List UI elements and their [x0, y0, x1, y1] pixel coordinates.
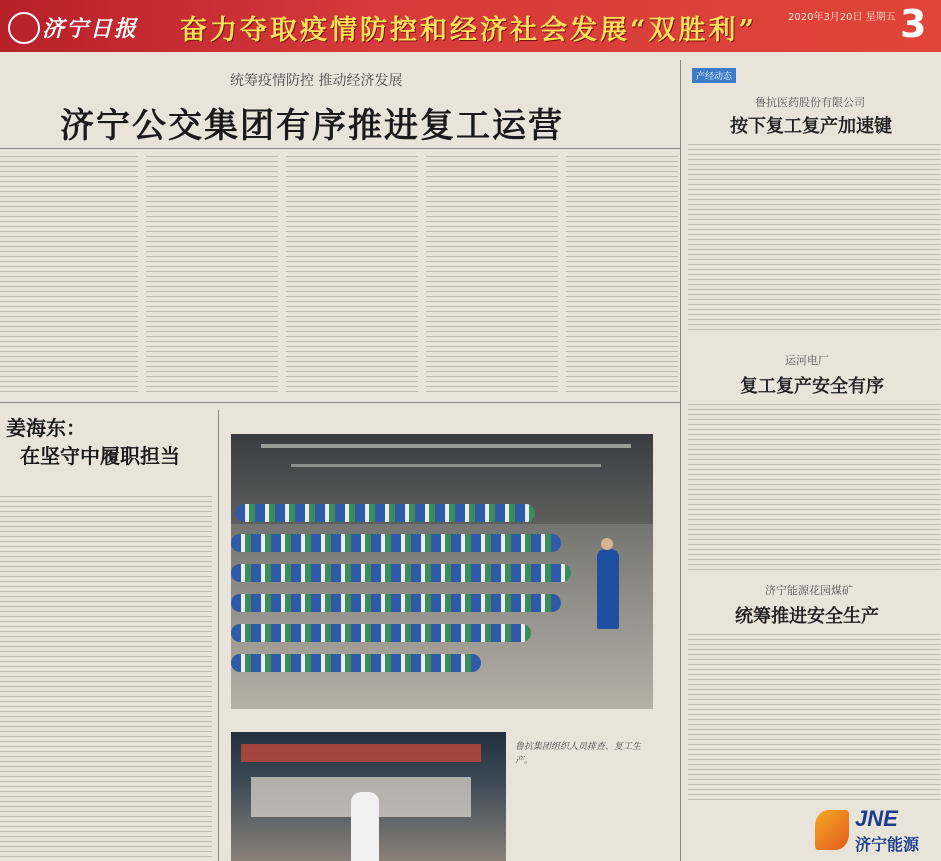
story2-body — [688, 404, 940, 570]
emblem-icon — [8, 12, 40, 44]
page-number: 3 — [900, 2, 927, 46]
logo-name: 济宁能源 — [855, 835, 920, 854]
newspaper-name: 济宁日报 — [42, 16, 139, 42]
photo-caption: 鲁抗集团组织人员排查、复工生产。 — [515, 742, 642, 766]
story2-source: 运河电厂 — [785, 354, 829, 367]
section-tag: 产经动态 — [692, 68, 736, 83]
profile-body — [0, 496, 212, 861]
ticket-hall-photo — [231, 732, 506, 861]
profile-headline-2: 在坚守中履职担当 — [20, 444, 180, 468]
banner-slogan: 奋力夺取疫情防控和经济社会发展“双胜利” — [180, 15, 758, 46]
logo-mark: JNE — [855, 806, 898, 831]
story3-source: 济宁能源花园煤矿 — [765, 584, 853, 597]
story3-body — [688, 634, 940, 804]
story1-source: 鲁抗医药股份有限公司 — [755, 96, 865, 109]
issue-date: 2020年3月20日 星期五 — [788, 12, 896, 23]
story3-headline: 统筹推进安全生产 — [735, 606, 879, 627]
lead-headline: 济宁公交集团有序推进复工运营 — [60, 106, 564, 146]
masthead-banner — [0, 0, 941, 52]
lead-body-col-2 — [146, 156, 278, 396]
lead-kicker: 统筹疫情防控 推动经济发展 — [230, 73, 403, 89]
profile-headline-1: 姜海东： — [6, 416, 86, 440]
lead-body-col-4 — [426, 156, 558, 396]
jne-logo — [815, 806, 935, 856]
newspaper-logo — [6, 6, 146, 46]
story2-headline: 复工复产安全有序 — [740, 376, 884, 397]
lead-body-col-5 — [566, 156, 678, 396]
bus-depot-photo — [231, 434, 653, 709]
story1-body — [688, 144, 940, 334]
lead-body-col-3 — [286, 156, 418, 396]
flame-icon — [815, 810, 849, 850]
story1-headline: 按下复工复产加速键 — [730, 116, 892, 137]
lead-body-col-1 — [0, 156, 138, 396]
worker-figure — [597, 549, 619, 629]
